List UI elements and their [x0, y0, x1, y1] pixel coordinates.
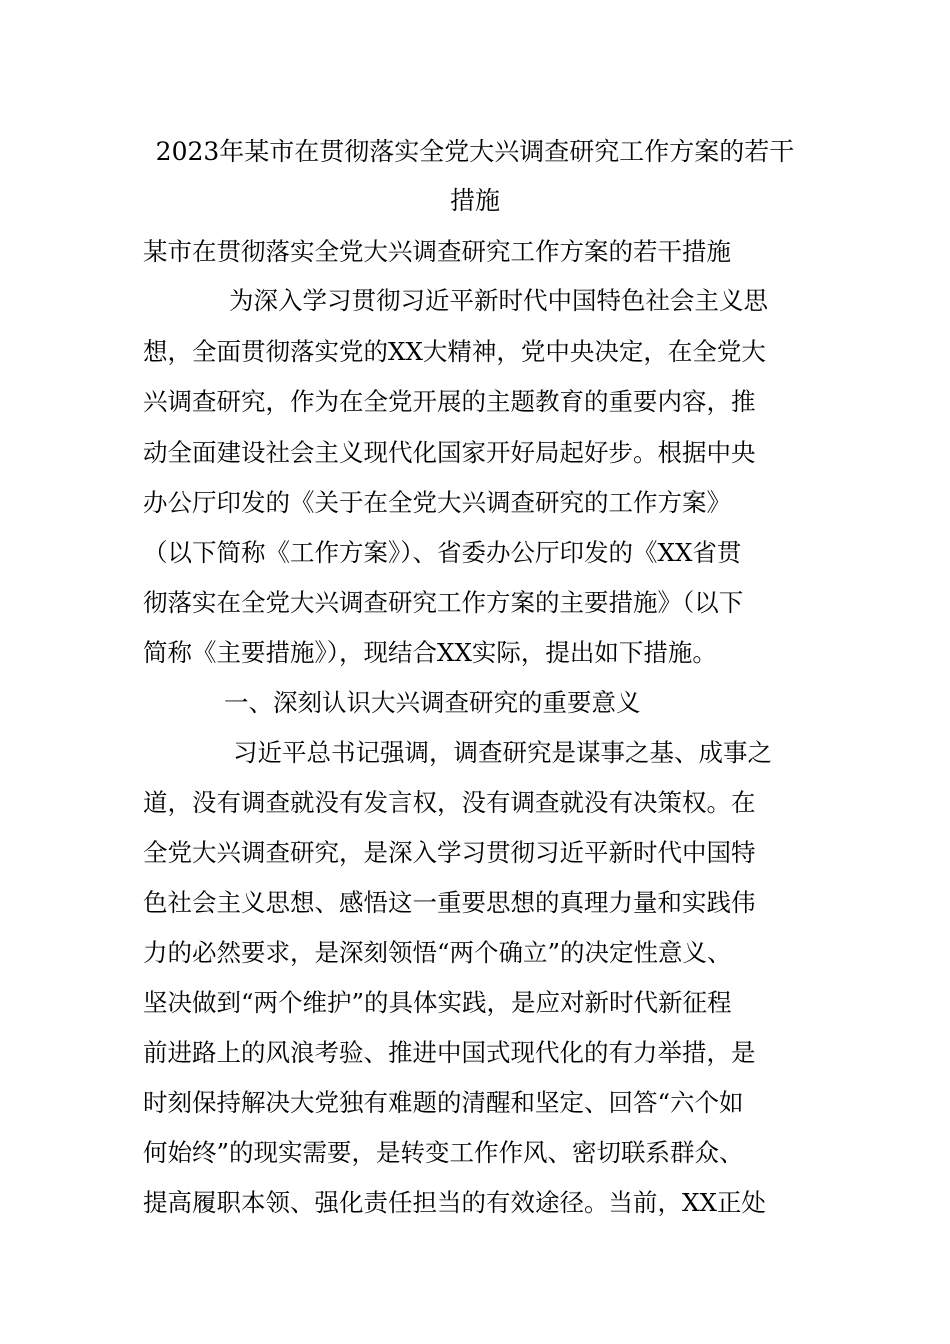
paragraph-line: 为深入学习贯彻习近平新时代中国特色社会主义思 [229, 286, 768, 315]
paragraph-line: 力的必然要求，是深刻领悟“两个确立”的决定性意义、 [143, 938, 732, 967]
paragraph-line: 兴调查研究，作为在全党开展的主题教育的重要内容，推 [143, 387, 756, 416]
paragraph-line: （以下简称《工作方案》）、省委办公厅印发的《XX省贯 [143, 538, 742, 567]
paragraph-line: 办公厅印发的《关于在全党大兴调查研究的工作方案》 [143, 488, 731, 517]
document-title-line-1: 2023年某市在贯彻落实全党大兴调查研究工作方案的若干 [155, 137, 795, 166]
paragraph-line: 色社会主义思想、感悟这一重要思想的真理力量和实践伟 [143, 888, 756, 917]
paragraph-line: 简称《主要措施》），现结合XX实际，提出如下措施。 [143, 638, 717, 667]
document-subtitle: 某市在贯彻落实全党大兴调查研究工作方案的若干措施 [143, 237, 731, 266]
paragraph-line: 全党大兴调查研究，是深入学习贯彻习近平新时代中国特 [143, 838, 756, 867]
paragraph-line: 坚决做到“两个维护”的具体实践，是应对新时代新征程 [143, 988, 732, 1017]
paragraph-line: 何始终”的现实需要，是转变工作作风、密切联系群众、 [143, 1138, 744, 1167]
paragraph-line: 提高履职本领、强化责任担当的有效途径。当前，XX正处 [143, 1188, 766, 1217]
paragraph-line: 时刻保持解决大党独有难题的清醒和坚定、回答“六个如 [143, 1088, 744, 1117]
paragraph-line: 彻落实在全党大兴调查研究工作方案的主要措施》（以下 [143, 588, 744, 617]
document-title-line-2: 措施 [449, 186, 500, 215]
paragraph-line: 习近平总书记强调，调查研究是谋事之基、成事之 [233, 738, 772, 767]
section-heading-1: 一、深刻认识大兴调查研究的重要意义 [224, 688, 641, 717]
paragraph-line: 想，全面贯彻落实党的XX大精神，党中央决定，在全党大 [143, 337, 766, 366]
paragraph-line: 道，没有调查就没有发言权，没有调查就没有决策权。在 [143, 788, 756, 817]
paragraph-line: 前进路上的风浪考验、推进中国式现代化的有力举措，是 [143, 1038, 756, 1067]
paragraph-line: 动全面建设社会主义现代化国家开好局起好步。根据中央 [143, 438, 756, 467]
